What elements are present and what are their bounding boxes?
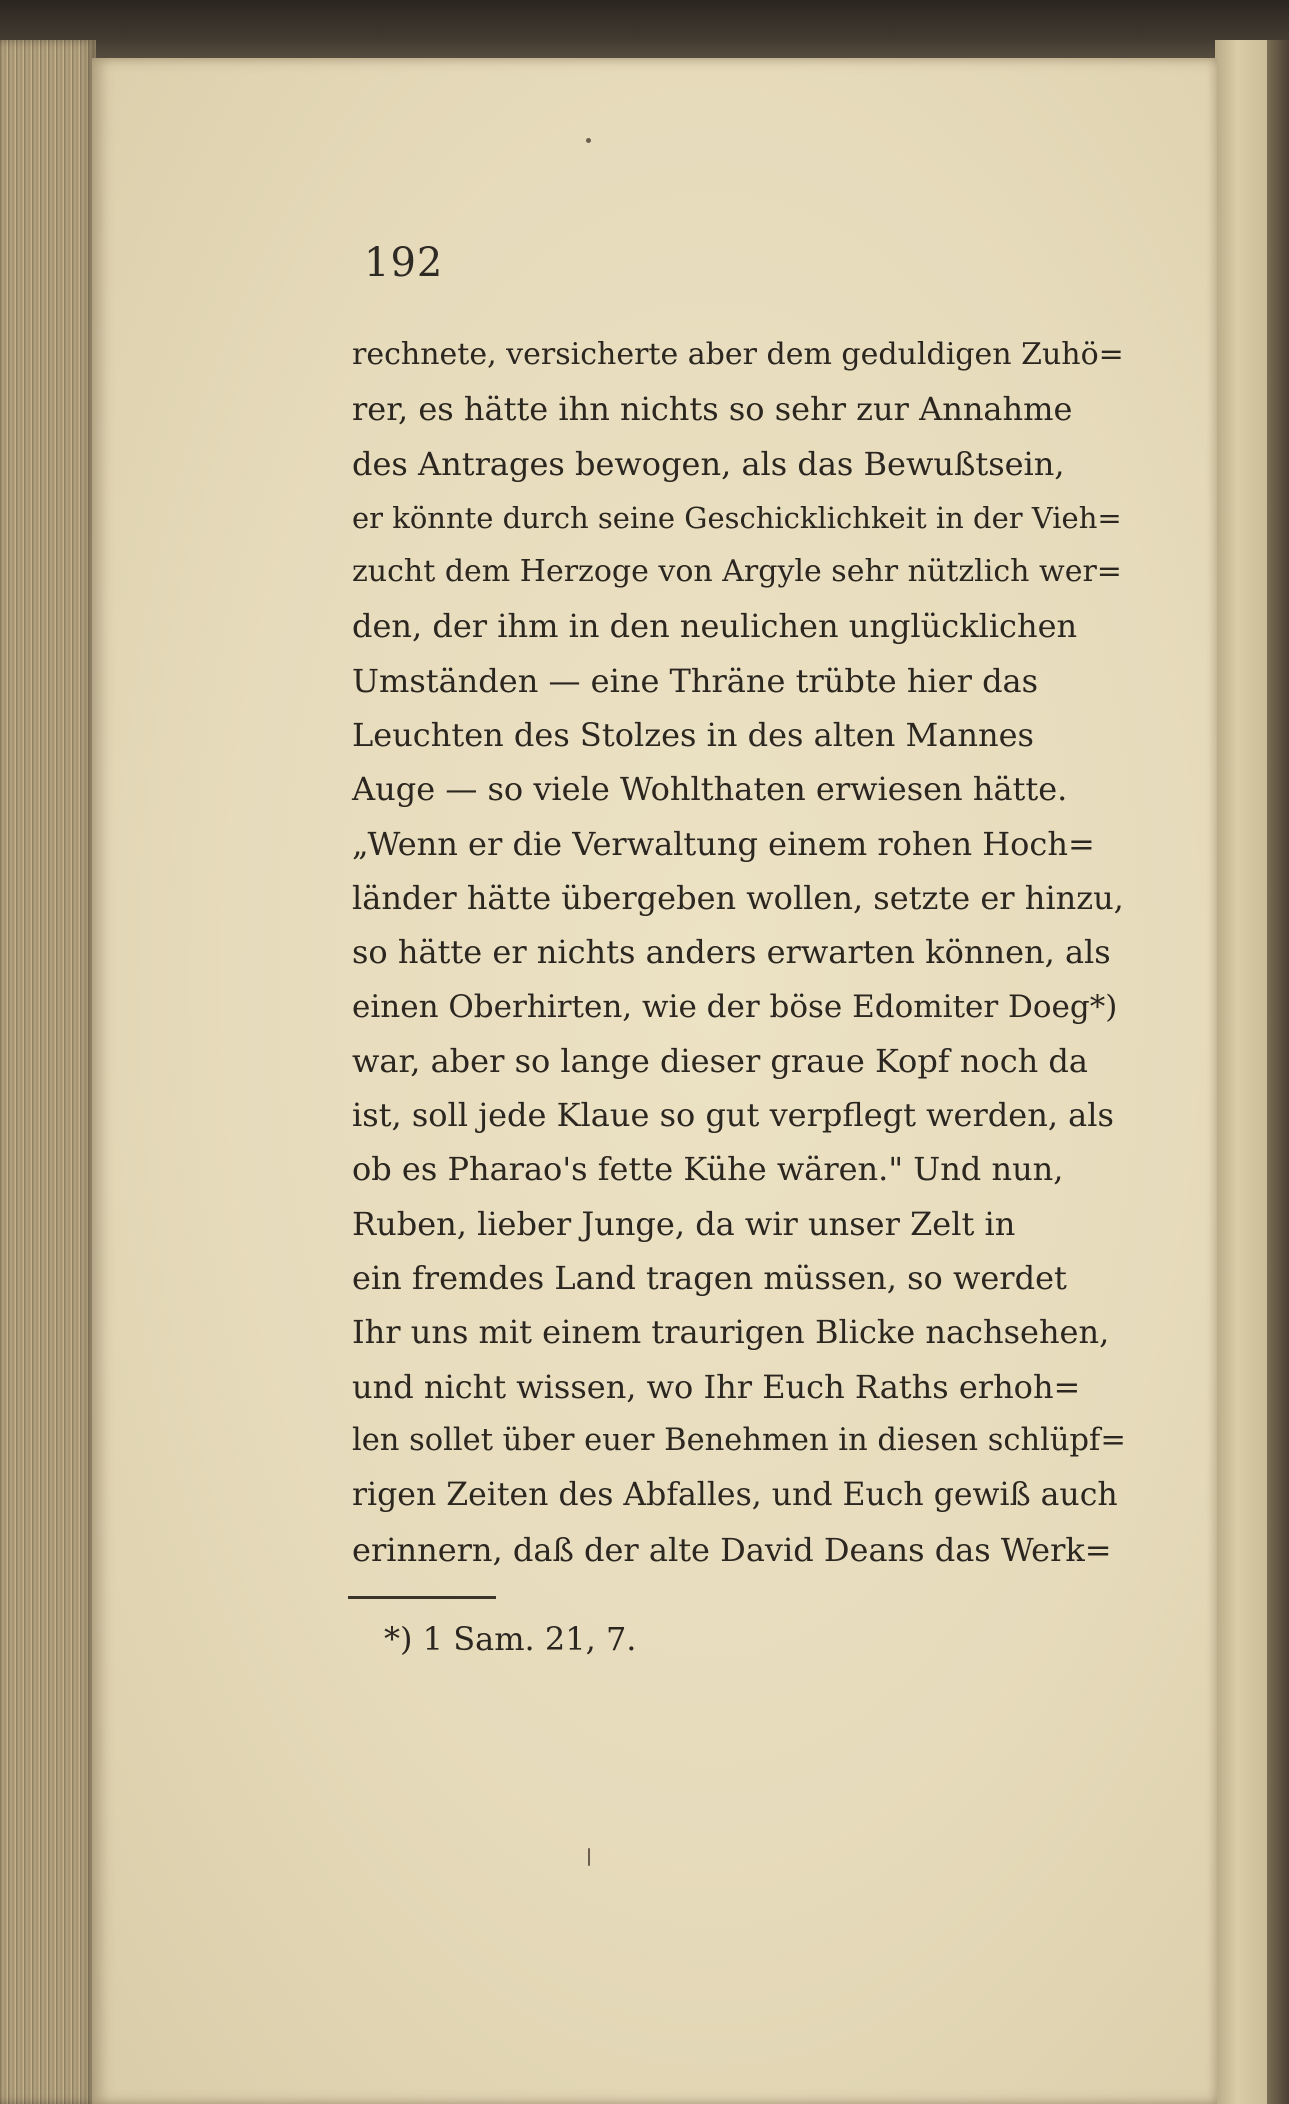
text-line: einen Oberhirten, wie der böse Edomiter Doeg*) (352, 988, 1118, 1025)
text-line: Ihr uns mit einem traurigen Blicke nachsehen, (352, 1313, 1110, 1352)
text-line: rechnete, versicherte aber dem geduldigen Zuhö= (352, 337, 1124, 372)
text-line: er könnte durch seine Geschicklichkeit in der Vieh= (352, 500, 1122, 535)
ink-speck (588, 1848, 590, 1866)
text-line: ob es Pharao's fette Kühe wären." Und nun, (352, 1150, 1064, 1189)
text-line: den, der ihm in den neulichen unglücklichen (352, 607, 1078, 646)
text-line: länder hätte übergeben wollen, setzte er hinzu, (352, 878, 1124, 917)
text-line: erinnern, daß der alte David Deans das Werk= (352, 1530, 1112, 1569)
footnote-divider (348, 1596, 496, 1599)
text-line: ein fremdes Land tragen müssen, so werdet (352, 1259, 1067, 1298)
ink-speck (586, 138, 591, 143)
page-number: 192 (364, 240, 444, 286)
text-line: „Wenn er die Verwaltung einem rohen Hoch= (352, 824, 1095, 863)
text-line: war, aber so lange dieser graue Kopf noch da (352, 1041, 1088, 1080)
book-cover-edge (1267, 40, 1289, 2104)
text-line: so hätte er nichts anders erwarten können, als (352, 933, 1111, 972)
text-line: len sollet über euer Benehmen in diesen schlüpf= (352, 1422, 1126, 1458)
scan-top-band (0, 0, 1289, 62)
text-line: Ruben, lieber Junge, da wir unser Zelt in (352, 1204, 1016, 1243)
page-edges-left (0, 40, 96, 2104)
text-line: Auge — so viele Wohlthaten erwiesen hätte. (352, 770, 1068, 809)
text-line: rigen Zeiten des Abfalles, und Euch gewiß auch (352, 1477, 1118, 1514)
text-line: ist, soll jede Klaue so gut verpflegt werden, als (352, 1096, 1114, 1135)
text-line: Leuchten des Stolzes in des alten Mannes (352, 716, 1034, 755)
text-line: und nicht wissen, wo Ihr Euch Raths erhoh= (352, 1367, 1081, 1406)
text-line: zucht dem Herzoge von Argyle sehr nützlich wer= (352, 554, 1122, 590)
text-line: des Antrages bewogen, als das Bewußtsein, (352, 444, 1065, 483)
footnote: *) 1 Sam. 21, 7. (384, 1620, 637, 1658)
text-line: Umständen — eine Thräne trübte hier das (352, 661, 1039, 700)
text-line: rer, es hätte ihn nichts so sehr zur Annahme (352, 390, 1073, 429)
body-text (352, 328, 1126, 1577)
